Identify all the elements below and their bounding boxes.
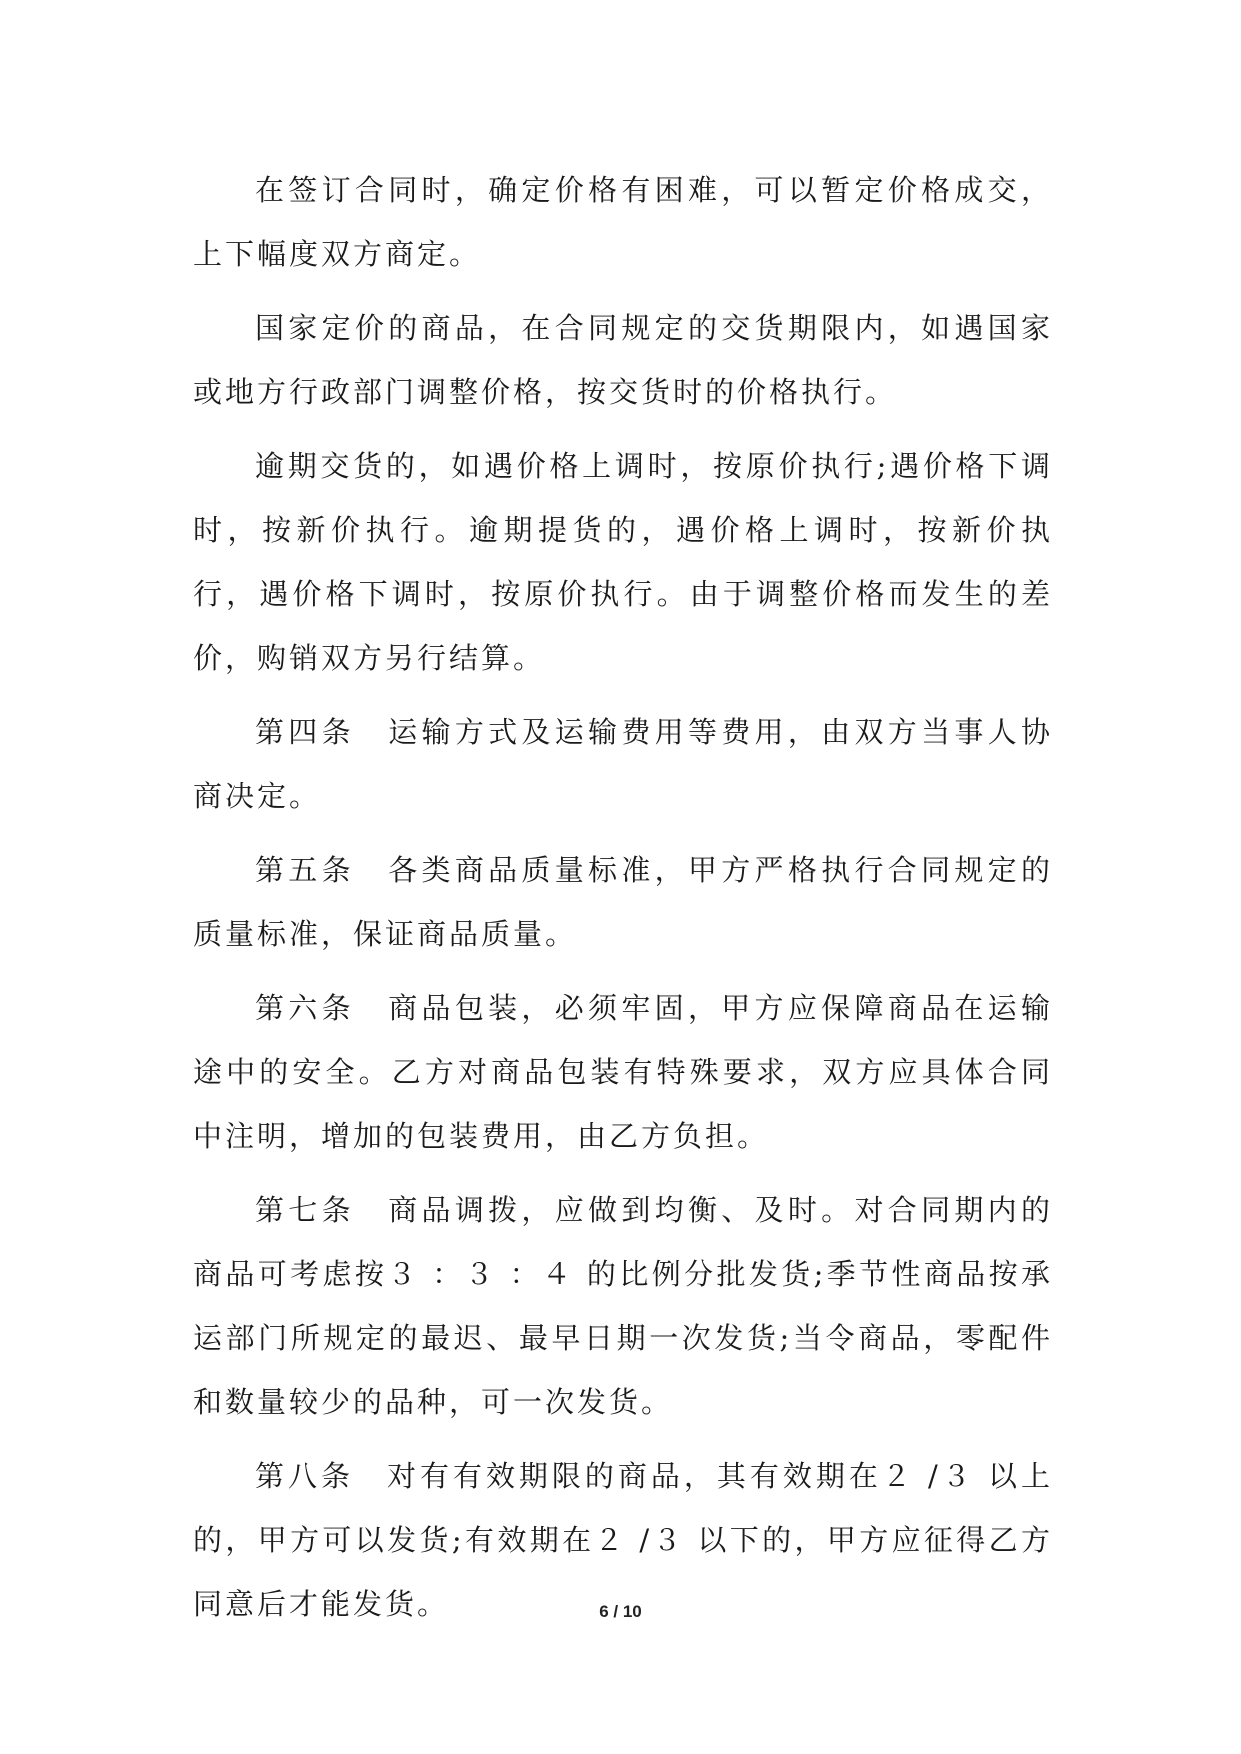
- paragraph-price-tentative: 在签订合同时，确定价格有困难，可以暂定价格成交，上下幅度双方商定。: [193, 173, 1053, 271]
- paragraph-state-pricing: 国家定价的商品，在合同规定的交货期限内，如遇国家或地方行政部门调整价格，按交货时的价格执行。: [193, 311, 1053, 409]
- clause-8-validity: 第八条 对有有效期限的商品，其有效期在２ /３ 以上的，甲方可以发货;有效期在２ /３ 以下的，甲方应征得乙方同意后才能发货。: [193, 1459, 1053, 1621]
- document-body: [193, 158, 1053, 1646]
- clause-5-quality: 第五条 各类商品质量标准，甲方严格执行合同规定的质量标准，保证商品质量。: [193, 853, 1053, 951]
- clause-6-packaging: 第六条 商品包装，必须牢固，甲方应保障商品在运输途中的安全。乙方对商品包装有特殊要求，双方应具体合同中注明，增加的包装费用，由乙方负担。: [193, 991, 1053, 1153]
- paragraph-overdue-pricing: 逾期交货的，如遇价格上调时，按原价执行;遇价格下调时，按新价执行。逾期提货的，遇价格上调时，按新价执行，遇价格下调时，按原价执行。由于调整价格而发生的差价，购销双方另行结算。: [193, 449, 1053, 675]
- clause-4-transport: 第四条 运输方式及运输费用等费用，由双方当事人协商决定。: [193, 715, 1053, 813]
- page-number: 6 / 10: [599, 1602, 642, 1621]
- clause-7-allocation: 第七条 商品调拨，应做到均衡、及时。对合同期内的商品可考虑按３ ：３ ：４ 的比例分批发货;季节性商品按承运部门所规定的最迟、最早日期一次发货;当令商品，零配件和数量较少的品种，可一次发货。: [193, 1193, 1053, 1419]
